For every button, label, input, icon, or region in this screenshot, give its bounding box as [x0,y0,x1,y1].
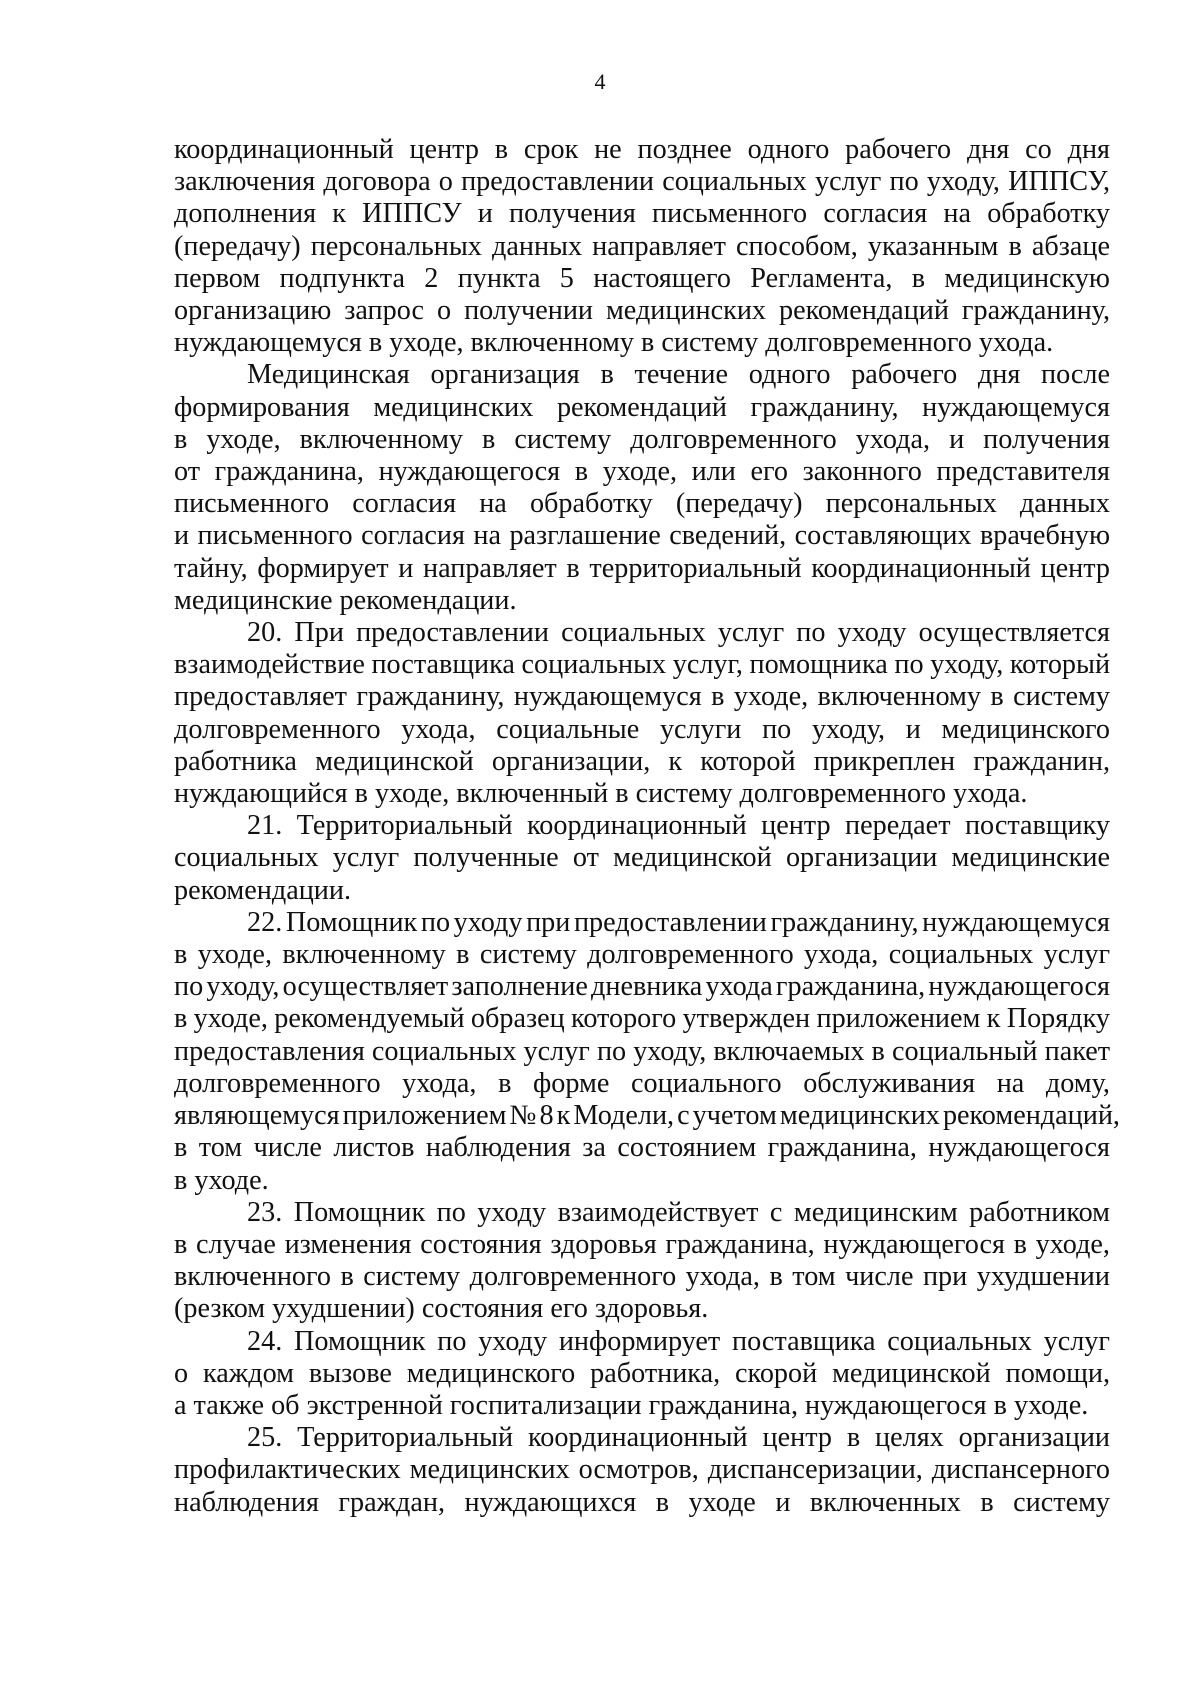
text-line: в том числе листов наблюдения за состоянием гражданина, нуждающегося [174,1132,1110,1164]
text-line: письменного согласия на обработку (передачу) персональных данных [174,488,1110,520]
text-line: 25. Территориальный координационный центр в целях организации [247,1422,1110,1454]
text-line: по уходу, осуществляет заполнение дневника ухода гражданина, нуждающегося [174,971,1110,1003]
paragraph [174,1326,1110,1423]
text-line: координационный центр в срок не позднее одного рабочего дня со дня [174,134,1110,165]
text-line: в уходе. [174,1164,269,1196]
text-line: предоставления социальных услуг по уходу, включаемых в социальный пакет [174,1035,1111,1067]
text-line: предоставляет гражданину, нуждающемуся в уходе, включенному в систему [174,681,1110,713]
text-line: организацию запрос о получении медицинских рекомендаций гражданину, [174,295,1110,327]
text-line: в случае изменения состояния здоровья гражданина, нуждающегося в уходе, [174,1228,1110,1260]
text-line: взаимодействие поставщика социальных услуг, помощника по уходу, который [174,649,1111,681]
text-line: 22. Помощник по уходу при предоставлении гражданину, нуждающемуся [247,906,1110,938]
paragraph [174,906,1120,1197]
text-line: (передачу) персональных данных направляет способом, указанным в абзаце [174,230,1110,262]
paragraph [174,810,1110,907]
paragraph [174,359,1110,617]
text-line: работника медицинской организации, к которой прикреплен гражданин, [174,745,1111,777]
text-line: 23. Помощник по уходу взаимодействует с медицинским работником [247,1196,1110,1228]
text-line: 21. Территориальный координационный центр передает поставщику [247,810,1111,842]
text-line: наблюдения граждан, нуждающихся в уходе и включенных в систему [174,1486,1111,1518]
text-line: формирования медицинских рекомендаций гражданину, нуждающемуся [174,391,1110,423]
text-line: тайну, формирует и направляет в территориальный координационный центр [174,552,1110,584]
text-line: включенного в систему долговременного ухода, в том числе при ухудшении [174,1261,1110,1293]
text-line: и письменного согласия на разглашение сведений, составляющих врачебную [174,520,1111,552]
text-line: являющемуся приложением № 8 к Модели, с учетом медицинских рекомендаций, [174,1100,1120,1132]
text-line: нуждающемуся в уходе, включенному в систему долговременного ухода. [174,327,1054,359]
paragraph [174,1422,1110,1519]
text-line: нуждающийся в уходе, включенный в систему долговременного ухода. [174,778,1028,810]
text-line: 24. Помощник по уходу информирует поставщика социальных услуг [247,1325,1110,1357]
text-line: (резком ухудшении) состояния его здоровья. [174,1293,709,1325]
text-line: медицинские рекомендации. [174,584,517,616]
paragraph [174,1197,1110,1326]
text-line: дополнения к ИППСУ и получения письменного согласия на обработку [174,198,1111,230]
text-line: 20. При предоставлении социальных услуг по уходу осуществляется [247,617,1111,649]
text-line: о каждом вызове медицинского работника, скорой медицинской помощи, [174,1357,1111,1389]
text-line: долговременного ухода, в форме социального обслуживания на дому, [174,1067,1110,1099]
paragraph [174,617,1110,810]
text-line: рекомендации. [174,874,352,906]
text-line: профилактических медицинских осмотров, диспансеризации, диспансерного [174,1454,1110,1486]
paragraph [174,134,1110,359]
text-line: а также об экстренной госпитализации гражданина, нуждающегося в уходе. [174,1389,1089,1421]
text-line: первом подпункта 2 пункта 5 настоящего Регламента, в медицинскую [174,262,1110,294]
text-line: от гражданина, нуждающегося в уходе, или его законного представителя [174,456,1111,488]
text-line: долговременного ухода, социальные услуги по уходу, и медицинского [174,713,1110,745]
text-line: в уходе, включенному в систему долговременного ухода, и получения [174,423,1110,455]
text-line: социальных услуг полученные от медицинской организации медицинские [174,842,1110,874]
document-body [174,134,1120,1519]
text-line: Медицинская организация в течение одного рабочего дня после [247,359,1111,391]
text-line: в уходе, рекомендуемый образец которого утвержден приложением к Порядку [174,1003,1110,1035]
page-number: 4 [594,69,606,94]
text-line: в уходе, включенному в систему долговременного ухода, социальных услуг [174,939,1111,971]
text-line: заключения договора о предоставлении социальных услуг по уходу, ИППСУ, [174,166,1111,198]
